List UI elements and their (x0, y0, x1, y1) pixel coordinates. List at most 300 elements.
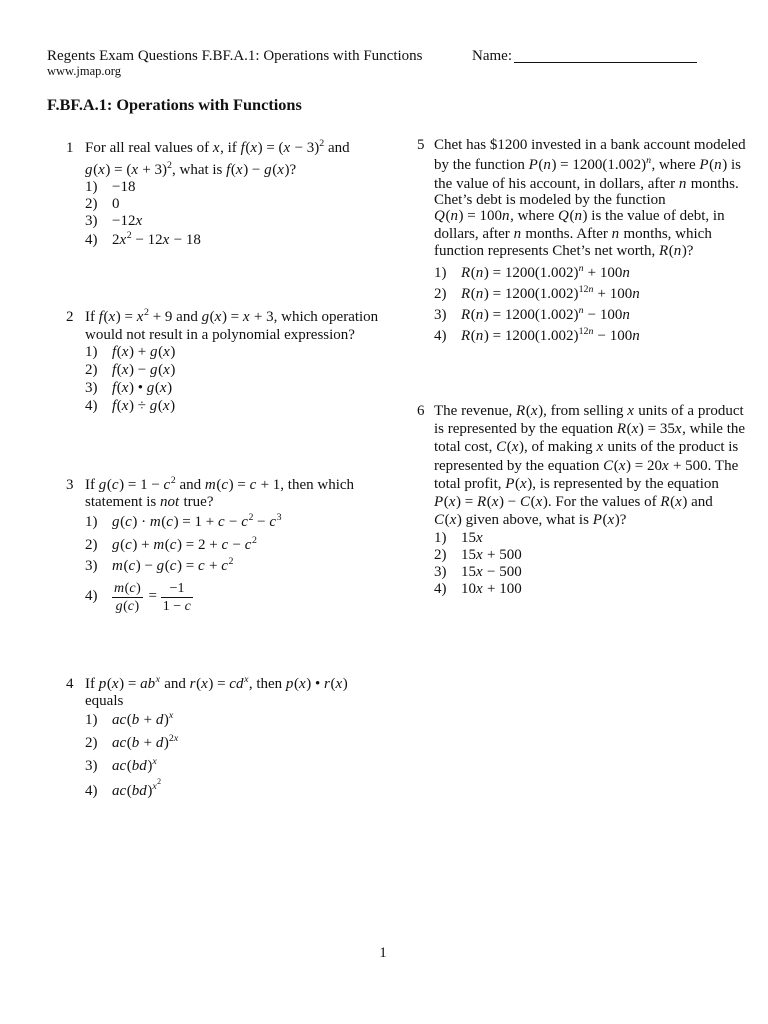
text-run: + (205, 557, 222, 574)
question-stem-line (434, 438, 738, 456)
math-italic: P (434, 493, 444, 510)
text-run: )? (614, 511, 627, 528)
name-label: Name: (472, 47, 512, 64)
text-run: − (225, 513, 242, 530)
choice-label: 2) (434, 546, 447, 563)
math-italic: ac (112, 757, 127, 774)
choice-text (461, 325, 640, 344)
text-run: ) = 35 (638, 420, 675, 437)
text-run: ) (147, 782, 153, 799)
math-italic: n (646, 154, 652, 166)
math-italic: g (115, 598, 123, 614)
math-italic: n (632, 285, 640, 302)
choice-text (112, 534, 257, 553)
text-run: and (160, 675, 190, 692)
text-run: ) • (129, 379, 147, 396)
text-run: ) = ( (257, 139, 284, 156)
math-italic: m (114, 580, 125, 596)
math-italic: d (155, 711, 164, 728)
text-run: ( (470, 327, 476, 344)
text-run: ( (103, 308, 109, 325)
text-run: ) = (119, 675, 141, 692)
math-italic: c (184, 598, 191, 614)
question-number: 3 (66, 476, 74, 493)
text-run: ) = (208, 675, 230, 692)
question-stem-line (85, 675, 348, 693)
math-italic: c (217, 513, 225, 530)
text-run: ) = (177, 557, 198, 574)
text-run: ( (209, 308, 215, 325)
math-italic: f (112, 379, 117, 396)
text-run: 3 (276, 511, 282, 523)
text-run: + (139, 711, 156, 728)
math-italic: n (622, 264, 630, 281)
text-run: , then (248, 675, 286, 692)
superscript (579, 263, 584, 274)
text-run: ( (126, 782, 132, 799)
text-run: ( (123, 598, 128, 614)
math-italic: cd (229, 675, 244, 692)
text-run: 12 (578, 325, 589, 337)
text-run: 15 (461, 546, 476, 563)
text-run: ) = 1200(1.002) (483, 306, 579, 323)
text-run: ( (525, 402, 531, 419)
text-run: + 100 (583, 264, 623, 281)
math-italic: x (449, 511, 457, 528)
math-italic: x (535, 493, 543, 510)
text-run: − 3) (290, 139, 320, 156)
text-run: ( (154, 379, 160, 396)
choice-label: 3) (85, 212, 98, 229)
text-run: ( (126, 757, 132, 774)
math-italic: R (660, 493, 670, 510)
answer-choice-3 (85, 379, 172, 397)
text-run: ). For the values of (542, 493, 661, 510)
text-run: function represents Chet’s net worth, (434, 242, 659, 259)
text-run: ( (120, 513, 126, 530)
math-italic: m (153, 536, 165, 553)
text-run: ( (470, 306, 476, 323)
text-run: ) = (456, 493, 477, 510)
math-italic: x (119, 231, 127, 248)
answer-choice-2 (434, 546, 522, 564)
fraction (112, 580, 143, 615)
math-italic: x (335, 675, 343, 692)
answer-choice-1 (85, 343, 175, 361)
text-run: 1 − (162, 598, 185, 614)
website-url: www.jmap.org (47, 64, 121, 78)
question-stem-line (434, 511, 626, 529)
math-italic: d (155, 734, 164, 751)
math-italic: n (574, 207, 582, 224)
math-italic: x (250, 139, 257, 156)
question-stem-line (434, 493, 713, 511)
text-run: + 100 (483, 580, 522, 597)
math-italic: x (244, 673, 249, 685)
superscript (156, 674, 161, 685)
math-italic: x (159, 379, 167, 396)
text-run: + 500. The (669, 457, 739, 474)
text-run: + 100 (593, 285, 633, 302)
text-run: + (139, 734, 156, 751)
math-italic: f (226, 161, 231, 178)
text-run: ) is (722, 156, 741, 173)
superscript (579, 284, 594, 295)
math-italic: x (212, 139, 220, 156)
math-italic: x (674, 420, 682, 437)
text-run: ) = 1200(1.002) (483, 327, 579, 344)
text-run: ( (443, 493, 449, 510)
text-run: ( (626, 420, 632, 437)
text-run: ) given above, what is (456, 511, 593, 528)
math-italic: x (618, 457, 626, 474)
text-run: ( (470, 285, 476, 302)
math-italic: c (127, 598, 134, 614)
math-italic: P (699, 156, 709, 173)
math-italic: n (611, 225, 620, 242)
text-run: 2 (248, 511, 254, 523)
choice-text (112, 398, 175, 414)
math-italic: c (169, 557, 177, 574)
choice-label: 2) (85, 195, 98, 212)
fraction-numerator (161, 580, 194, 598)
answer-choice-2 (85, 734, 179, 752)
superscript (171, 475, 176, 486)
text-run: ) = 2 + (177, 536, 222, 553)
text-run: If (85, 308, 99, 325)
question-stem-line (434, 242, 693, 260)
text-run: would not result in a polynomial expression? (85, 326, 355, 343)
text-run: ( (116, 397, 122, 414)
text-run: ) − (135, 557, 157, 574)
text-run: total cost, (434, 438, 497, 455)
math-italic: x (476, 563, 483, 580)
text-run: ) − (499, 493, 520, 510)
math-italic: bd (131, 757, 147, 774)
text-run: ( (330, 675, 336, 692)
text-run: and (175, 476, 205, 493)
text-run: 10 (461, 580, 476, 597)
math-italic: c (269, 513, 277, 530)
text-run: ) = 1200(1.002) (483, 285, 579, 302)
math-italic: c (244, 536, 252, 553)
text-run: ), is represented by the equation (527, 475, 719, 492)
math-italic: p (285, 675, 294, 692)
choice-label: 1) (434, 264, 447, 281)
text-run: ) = 20 (625, 457, 662, 474)
math-italic: x (155, 673, 161, 685)
math-italic: x (163, 343, 170, 360)
answer-choice-3 (434, 306, 630, 324)
question-number: 2 (66, 308, 74, 325)
math-italic: f (240, 139, 245, 156)
math-italic: x (283, 139, 291, 156)
text-run: 2 (228, 555, 234, 567)
answer-choice-3 (85, 757, 157, 775)
superscript (646, 155, 651, 166)
text-run: ) (170, 343, 176, 360)
text-run: ) and (682, 493, 713, 510)
text-run: 2 (168, 732, 174, 744)
math-italic: x (136, 308, 144, 325)
text-run: )? (681, 242, 694, 259)
text-run: ) = 1 − (119, 476, 164, 493)
math-italic: C (496, 438, 507, 455)
choice-text (112, 580, 195, 614)
math-italic: n (578, 262, 584, 274)
text-run: − 18 (169, 231, 201, 248)
fraction-numerator (112, 580, 143, 598)
text-run: ) + (129, 343, 150, 360)
math-italic: c (241, 513, 248, 530)
superscript (169, 710, 174, 721)
text-run: ) ÷ (129, 397, 150, 414)
superscript (319, 138, 324, 149)
answer-choice-1 (85, 178, 135, 196)
fraction (161, 580, 194, 615)
question-stem-line (434, 475, 719, 493)
math-italic: c (128, 557, 136, 574)
text-run: 2 (126, 229, 132, 241)
math-italic: m (112, 557, 123, 574)
text-run: 2 (167, 159, 172, 171)
math-italic: x (135, 212, 143, 229)
text-run: is represented by the equation (434, 420, 617, 437)
text-run: 2 (157, 777, 162, 787)
text-run: −1 (169, 580, 185, 596)
superscript (152, 777, 162, 792)
answer-choice-4 (434, 580, 522, 598)
text-run: ( (470, 264, 476, 281)
math-italic: x (152, 755, 157, 767)
text-run: ( (158, 361, 164, 378)
math-italic: n (450, 207, 458, 224)
question-stem-line (434, 225, 712, 243)
text-run: by the function (434, 156, 529, 173)
choice-text (112, 709, 174, 728)
math-italic: R (658, 242, 669, 259)
name-blank-line (514, 62, 697, 63)
choice-text (461, 262, 630, 281)
math-italic: g (146, 379, 155, 396)
math-italic: x (162, 397, 170, 414)
text-run: ( (124, 580, 130, 596)
text-run: equals (85, 692, 124, 709)
math-italic: x (121, 379, 129, 396)
math-italic: x (111, 675, 119, 692)
answer-choice-4 (434, 327, 640, 345)
math-italic: g (156, 557, 165, 574)
answer-choice-4 (85, 777, 162, 800)
superscript (169, 733, 179, 744)
text-run: ( (515, 475, 521, 492)
math-italic: b (131, 711, 140, 728)
answer-choice-2 (434, 285, 640, 303)
text-run: 2 (251, 534, 257, 546)
math-italic: x (520, 475, 527, 492)
math-italic: P (592, 511, 602, 528)
superscript (579, 326, 594, 337)
choice-text (112, 732, 179, 751)
math-italic: x (131, 161, 138, 178)
text-run: ( (538, 156, 544, 173)
math-italic: c (221, 536, 229, 553)
question-number: 4 (66, 675, 74, 692)
math-italic: x (627, 402, 634, 419)
math-italic: R (461, 285, 471, 302)
choice-text (112, 555, 234, 574)
math-italic: b (131, 734, 140, 751)
choice-text (461, 581, 522, 597)
math-italic: r (324, 675, 330, 692)
text-run: ) (342, 675, 348, 692)
math-italic: x (661, 457, 669, 474)
math-italic: m (149, 513, 161, 530)
math-italic: Q (434, 207, 445, 224)
superscript (229, 556, 234, 567)
choice-text (112, 229, 201, 248)
text-run: ) = (115, 308, 137, 325)
text-run: 15 (461, 563, 476, 580)
choice-text (461, 304, 630, 323)
text-run: ), from selling (538, 402, 628, 419)
text-run: units of the product is (603, 438, 739, 455)
superscript (244, 674, 249, 685)
text-run: ) (147, 757, 153, 774)
fraction-denominator (161, 598, 194, 615)
text-run: ( (161, 513, 167, 530)
text-run: If (85, 675, 99, 692)
math-italic: g (112, 536, 120, 553)
text-run: ( (126, 734, 132, 751)
math-italic: n (475, 327, 484, 344)
text-run: ( (294, 675, 300, 692)
worksheet-header-title: Regents Exam Questions F.BF.A.1: Operations with Functions (47, 47, 423, 64)
math-italic: x (121, 397, 129, 414)
text-run: ( (272, 161, 278, 178)
math-italic: x (168, 709, 174, 721)
math-italic: n (475, 264, 484, 281)
math-italic: P (505, 475, 515, 492)
math-italic: x (201, 675, 208, 692)
choice-label: 1) (434, 529, 447, 546)
math-italic: f (112, 361, 117, 378)
math-italic: c (221, 476, 229, 493)
math-italic: x (173, 732, 179, 744)
math-italic: x (675, 493, 682, 510)
text-run: ( (126, 711, 132, 728)
choice-label: 4) (434, 580, 447, 597)
text-run: the value of his account, in dollars, after (434, 175, 679, 192)
choice-text (112, 511, 282, 530)
math-italic: c (249, 476, 257, 493)
text-run: ) (170, 361, 176, 378)
math-italic: c (129, 580, 136, 596)
choice-text (112, 380, 172, 396)
text-run: = (144, 588, 161, 605)
question-stem-line (85, 692, 123, 710)
answer-choice-1 (85, 513, 282, 531)
math-italic: C (520, 493, 531, 510)
text-run: ) is the value of debt, in (582, 207, 725, 224)
math-italic: x (152, 780, 157, 792)
math-italic: c (198, 557, 205, 574)
choice-label: 1) (85, 711, 98, 728)
text-run: Chet’s debt is modeled by the function (434, 191, 666, 208)
question-stem-line (434, 457, 738, 475)
math-italic: x (476, 580, 483, 597)
text-run: 2 (144, 306, 149, 318)
text-run: − (228, 536, 245, 553)
choice-text (112, 344, 175, 360)
math-italic: Q (558, 207, 569, 224)
text-run: ( (709, 156, 715, 173)
text-run: ) + (132, 536, 154, 553)
math-italic: g (112, 513, 120, 530)
math-italic: m (204, 476, 216, 493)
choice-label: 1) (85, 178, 98, 195)
choice-label: 3) (434, 306, 447, 323)
math-italic: n (678, 175, 687, 192)
choice-label: 2) (434, 285, 447, 302)
math-italic: x (530, 402, 538, 419)
text-run: ), of making (518, 438, 597, 455)
math-italic: f (98, 308, 103, 325)
math-italic: not (160, 493, 180, 510)
text-run: ( (670, 493, 676, 510)
math-italic: c (125, 513, 132, 530)
math-italic: x (121, 343, 129, 360)
text-run: represented by the equation (434, 457, 604, 474)
text-run: ( (445, 207, 451, 224)
text-run: ( (123, 557, 129, 574)
choice-label: 4) (85, 588, 98, 605)
choice-text (112, 196, 120, 212)
fraction-denominator (112, 598, 143, 615)
math-italic: x (235, 161, 243, 178)
choice-label: 3) (85, 557, 98, 574)
math-italic: n (543, 156, 551, 173)
answer-choice-1 (85, 711, 174, 729)
math-italic: c (125, 536, 132, 553)
answer-choice-4 (85, 231, 201, 249)
text-run: ( (93, 161, 99, 178)
text-run: ) − (129, 361, 150, 378)
superscript (152, 756, 157, 767)
text-run: ( (164, 557, 170, 574)
superscript (579, 305, 584, 316)
choice-text (112, 777, 162, 799)
math-italic: n (578, 304, 584, 316)
text-run: ) = (228, 476, 250, 493)
text-run: ( (116, 361, 122, 378)
text-run: 2 (112, 231, 120, 248)
text-run: 2 (319, 137, 325, 149)
math-italic: R (616, 420, 627, 437)
question-stem-line (85, 326, 355, 344)
text-run: − 500 (483, 563, 522, 580)
text-run: + 3) (138, 161, 168, 178)
text-run: total profit, (434, 475, 506, 492)
math-italic: R (477, 493, 487, 510)
text-run: 12 (578, 283, 589, 295)
text-run: ) • (306, 675, 325, 692)
superscript (144, 307, 149, 318)
choice-label: 3) (434, 563, 447, 580)
question-stem-line (434, 136, 746, 154)
math-italic: n (513, 225, 522, 242)
math-italic: x (277, 161, 284, 178)
